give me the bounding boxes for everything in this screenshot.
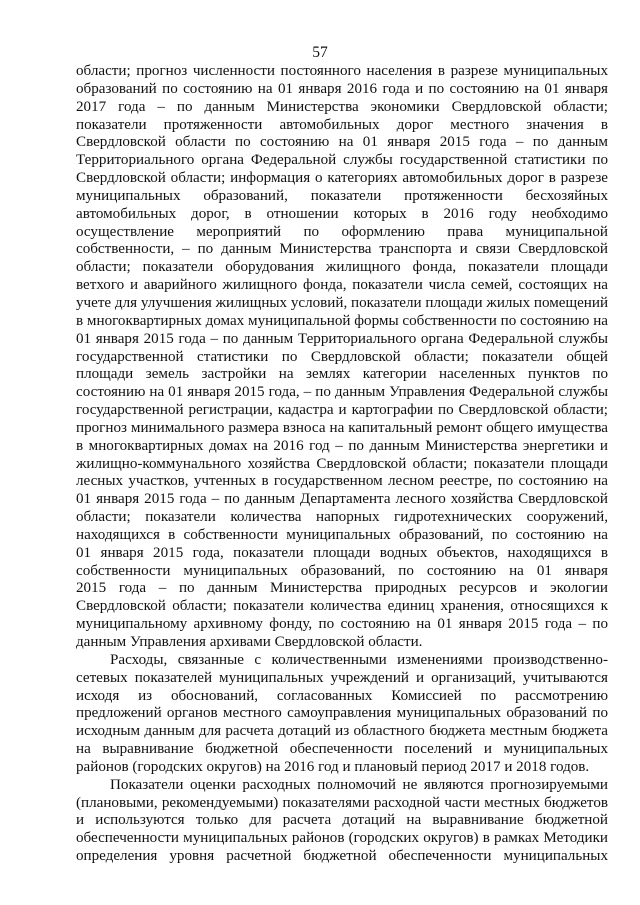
text-line: прогноз минимального размера взноса на капитальный ремонт общего имущества bbox=[76, 419, 608, 436]
text-line: в многоквартирных домах на 2016 год – по данным Министерства энергетики и bbox=[76, 437, 608, 454]
text-line: образований по состоянию на 01 января 2016 года и по состоянию на 01 января bbox=[76, 80, 608, 97]
text-line: ветхого и аварийного жилищного фонда, показатели числа семей, состоящих на bbox=[76, 277, 608, 294]
text-line: области; показатели количества напорных гидротехнических сооружений, bbox=[76, 509, 608, 526]
text-line: в многоквартирных домах муниципальной формы собственности по состоянию на bbox=[76, 312, 608, 329]
text-line: состоянию на 01 января 2015 года, – по данным Управления Федеральной службы bbox=[76, 384, 608, 401]
text-line: исходя из обоснований, согласованных Комиссией по рассмотрению bbox=[76, 687, 608, 704]
text-line: осуществление мероприятий по оформлению права муниципальной bbox=[76, 223, 608, 240]
text-line: находящихся в собственности муниципальных образований, по состоянию на bbox=[76, 526, 608, 543]
text-line: 01 января 2015 года – по данным Департамента лесного хозяйства Свердловской bbox=[76, 491, 608, 508]
text-line: Свердловской области; показатели количества единиц хранения, относящихся к bbox=[76, 598, 608, 615]
text-line: обеспеченности муниципальных районов (городских округов) в рамках Методики bbox=[76, 830, 608, 847]
page-number: 57 bbox=[312, 44, 328, 61]
text-line: 2017 года – по данным Министерства экономики Свердловской области; bbox=[76, 98, 608, 115]
text-line: 01 января 2015 года, показатели площади водных объектов, находящихся в bbox=[76, 544, 608, 561]
text-line: площади земель застройки на землях категории населенных пунктов по bbox=[76, 366, 608, 383]
text-line: государственной регистрации, кадастра и картографии по Свердловской области; bbox=[76, 402, 608, 419]
text-line: Показатели оценки расходных полномочий не являются прогнозируемыми bbox=[110, 776, 608, 793]
text-line: автомобильных дорог, в отношении которых в 2016 году необходимо bbox=[76, 205, 608, 222]
text-line: Территориального органа Федеральной службы государственной статистики по bbox=[76, 152, 608, 169]
text-line: лесных участков, учтенных в государственном лесном реестре, по состоянию на bbox=[76, 473, 608, 490]
text-line: муниципальному архивному фонду, по состоянию на 01 января 2015 года – по bbox=[76, 616, 608, 633]
text-line: Свердловской области; информация о категориях автомобильных дорог в разрезе bbox=[76, 170, 608, 187]
text-line: жилищно-коммунального хозяйства Свердловской области; показатели площади bbox=[76, 455, 608, 472]
body-text bbox=[76, 63, 608, 866]
text-line: районов (городских округов) на 2016 год и плановый период 2017 и 2018 годов. bbox=[76, 758, 590, 775]
text-line: (плановыми, рекомендуемыми) показателями расходной части местных бюджетов bbox=[76, 794, 608, 811]
text-line: данным Управления архивами Свердловской области. bbox=[76, 634, 423, 650]
text-line: Свердловской области по состоянию на 01 января 2015 года – по данным bbox=[76, 134, 608, 151]
text-line: области; показатели оборудования жилищного фонда, показатели площади bbox=[76, 259, 608, 276]
text-line: собственности муниципальных образований, по состоянию на 01 января bbox=[76, 562, 608, 579]
text-line: муниципальных образований, показатели протяженности бесхозяйных bbox=[76, 187, 608, 204]
text-line: учете для улучшения жилищных условий, показатели площади жилых помещений bbox=[76, 294, 609, 311]
text-line: Расходы, связанные с количественными изменениями производственно- bbox=[110, 651, 608, 668]
text-line: собственности, – по данным Министерства транспорта и связи Свердловской bbox=[76, 241, 608, 258]
text-line: области; прогноз численности постоянного населения в разрезе муниципальных bbox=[76, 63, 608, 79]
text-line: предложений органов местного самоуправления муниципальных образований по bbox=[76, 705, 608, 722]
text-line: определения уровня расчетной бюджетной обеспеченности муниципальных bbox=[76, 848, 608, 865]
text-line: исходным данным для расчета дотаций из областного бюджета местным бюджета bbox=[76, 723, 608, 740]
text-line: государственной статистики по Свердловской области; показатели общей bbox=[76, 348, 608, 365]
text-line: и используются только для расчета дотаций на выравнивание бюджетной bbox=[76, 812, 608, 829]
text-line: 01 января 2015 года – по данным Территориального органа Федеральной службы bbox=[76, 330, 608, 347]
text-line: сетевых показателей муниципальных учреждений и организаций, учитываются bbox=[76, 669, 608, 686]
text-line: показатели протяженности автомобильных дорог местного значения в bbox=[76, 116, 608, 133]
text-line: на выравнивание бюджетной обеспеченности поселений и муниципальных bbox=[76, 741, 608, 758]
text-line: 2015 года – по данным Министерства природных ресурсов и экологии bbox=[76, 580, 608, 597]
